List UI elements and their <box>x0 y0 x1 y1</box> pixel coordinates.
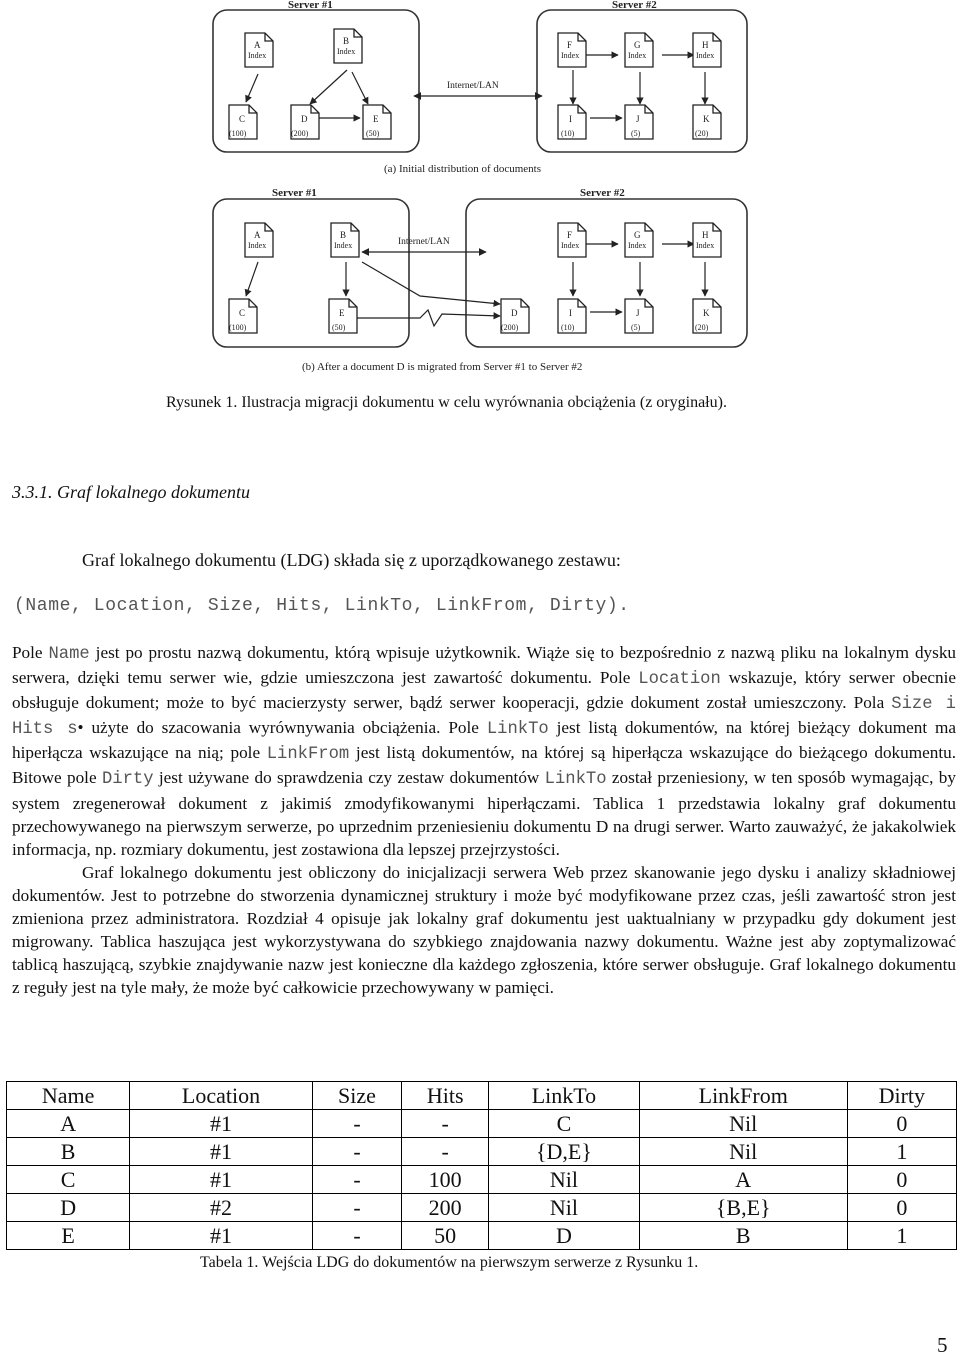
code-field-name: LinkTo <box>544 770 607 790</box>
doc-f-a <box>558 33 586 67</box>
svg-text:K: K <box>703 308 710 318</box>
svg-text:H: H <box>702 40 709 50</box>
svg-text:(10): (10) <box>561 323 575 332</box>
table-header-cell: LinkTo <box>489 1082 640 1110</box>
svg-text:A: A <box>254 40 261 50</box>
server1-label-b: Server #1 <box>272 187 317 199</box>
doc-k-b <box>693 299 721 333</box>
svg-text:D: D <box>511 308 518 318</box>
svg-text:F: F <box>567 230 573 240</box>
code-field-name: Size i Hits s <box>12 695 956 740</box>
svg-text:(5): (5) <box>631 323 641 332</box>
text-run: jest używane do sprawdzenia czy zestaw dokumentów <box>153 768 545 788</box>
text-run: jest listą dokumentów, na której są hiperłącza wskazujące do bieżącego dokumentu. Bitowe pole <box>12 743 956 788</box>
svg-text:Index: Index <box>248 241 267 250</box>
svg-text:C: C <box>239 114 246 124</box>
network-label-b: Internet/LAN <box>398 237 450 247</box>
doc-j-a <box>625 105 653 139</box>
table-cell: B <box>639 1222 847 1250</box>
table-row <box>7 1138 957 1166</box>
svg-text:(20): (20) <box>695 129 709 138</box>
text-run: jest listą dokumentów, na której bieżący dokument ma hiperłącza wskazujące na nią; pole <box>12 718 957 763</box>
table-header-cell: Size <box>312 1082 402 1110</box>
table-row <box>7 1110 957 1138</box>
svg-text:(100): (100) <box>229 129 247 138</box>
table-cell: 0 <box>847 1110 956 1138</box>
body-text <box>12 641 956 999</box>
doc-h-a <box>693 33 721 67</box>
svg-text:I: I <box>569 308 572 318</box>
panel-b <box>213 187 747 373</box>
paragraph-fields <box>12 641 956 861</box>
table-cell: Nil <box>639 1138 847 1166</box>
svg-text:(10): (10) <box>561 129 575 138</box>
panel-b-caption: (b) After a document D is migrated from Server #1 to Server #2 <box>302 361 583 373</box>
doc-g-a <box>625 33 653 67</box>
ldg-table <box>6 1081 957 1250</box>
figure-caption: Rysunek 1. Ilustracja migracji dokumentu w celu wyrównania obciążenia (z oryginału). <box>166 394 727 411</box>
table-cell: - <box>312 1222 402 1250</box>
table-row <box>7 1194 957 1222</box>
svg-text:B: B <box>343 36 350 46</box>
table-cell: D <box>7 1194 130 1222</box>
table-row <box>7 1222 957 1250</box>
doc-e-b <box>329 299 357 333</box>
svg-text:H: H <box>702 230 709 240</box>
table-cell: #1 <box>130 1138 312 1166</box>
doc-i-b <box>558 299 586 333</box>
table-cell: - <box>402 1110 489 1138</box>
server2-label-b: Server #2 <box>580 187 625 199</box>
code-field-name: Dirty <box>101 770 154 790</box>
ldg-intro: Graf lokalnego dokumentu (LDG) składa się z uporządkowanego zestawu: <box>82 550 621 570</box>
svg-text:Index: Index <box>561 51 580 60</box>
server1-label-a: Server #1 <box>288 0 333 11</box>
text-run: Pole <box>12 643 49 662</box>
svg-text:E: E <box>373 114 379 124</box>
doc-c-a <box>229 105 257 139</box>
table-header-cell: Dirty <box>847 1082 956 1110</box>
table-cell: C <box>7 1166 130 1194</box>
svg-text:B: B <box>340 230 347 240</box>
text-run: wskazuje, który serwer obecnie obsługuje dokument; może to być macierzysty serwer, bądź serwer kooperacji, gdzie dokument został umieszczony. Pola <box>12 668 956 713</box>
table-cell: 0 <box>847 1194 956 1222</box>
svg-text:Index: Index <box>561 241 580 250</box>
table-cell: - <box>312 1166 402 1194</box>
panel-a <box>213 0 747 175</box>
table-caption: Tabela 1. Wejścia LDG do dokumentów na pierwszym serwerze z Rysunku 1. <box>200 1254 699 1271</box>
table-cell: 50 <box>402 1222 489 1250</box>
page-number: 5 <box>937 1333 948 1357</box>
table-cell: - <box>312 1110 402 1138</box>
table-header-cell: Hits <box>402 1082 489 1110</box>
migration-figure <box>0 0 960 380</box>
doc-a-b <box>245 223 273 257</box>
doc-f-b <box>558 223 586 257</box>
table-cell: 1 <box>847 1222 956 1250</box>
server2-label-a: Server #2 <box>612 0 657 11</box>
svg-text:F: F <box>567 40 573 50</box>
ldg-tuple: (Name, Location, Size, Hits, LinkTo, LinkFrom, Dirty). <box>14 596 630 616</box>
table-header-cell: LinkFrom <box>639 1082 847 1110</box>
doc-b-a <box>334 29 362 63</box>
paragraph-computation: Graf lokalnego dokumentu jest obliczony do inicjalizacji serwera Web przez skanowanie jego dysku i analizy składniowej dokumentów. Jest to potrzebne do stworzenia dynamicznej struktury i może być modyfikowane przez czas, jeśli zawartość stron jest zmieniona przez administratora. Rozdział 4 opisuje jak lokalny graf dokumentu jest uaktualniany w przypadku gdy dokument jest migrowany. Tablica haszująca jest wykorzystywana do szybkiego znajdowania nazwy dokumentu. Ważne jest aby zoptymalizować tablicą haszującą, szybkie znajdywanie nazw jest konieczne dla każdego zgłoszenia, które serwer obsługuje. Graf lokalnego dokumentu z reguły jest na tyle mały, że może być całkowicie przechowywany w pamięci. <box>12 862 956 998</box>
svg-text:Index: Index <box>628 241 647 250</box>
table-cell: #2 <box>130 1194 312 1222</box>
table-cell: Nil <box>489 1166 640 1194</box>
code-field-name: LinkFrom <box>266 745 350 765</box>
svg-text:G: G <box>634 230 641 240</box>
network-label-a: Internet/LAN <box>447 81 499 91</box>
doc-i-a <box>558 105 586 139</box>
code-field-name: LinkTo <box>486 720 549 740</box>
svg-text:G: G <box>634 40 641 50</box>
code-field-name: Location <box>638 670 721 690</box>
table-header-cell: Name <box>7 1082 130 1110</box>
svg-text:C: C <box>239 308 246 318</box>
section-heading: 3.3.1. Graf lokalnego dokumentu <box>12 482 250 502</box>
table-cell: 100 <box>402 1166 489 1194</box>
doc-g-b <box>625 223 653 257</box>
svg-text:J: J <box>636 308 640 318</box>
code-field-name: Name <box>48 645 90 664</box>
svg-text:E: E <box>339 308 345 318</box>
svg-text:J: J <box>636 114 640 124</box>
table-cell: A <box>639 1166 847 1194</box>
table-cell: A <box>7 1110 130 1138</box>
doc-e-a <box>363 105 391 139</box>
table-cell: #1 <box>130 1110 312 1138</box>
table-cell: E <box>7 1222 130 1250</box>
text-run: został przeniesiony, w ten sposób wymagając, by system zregenerował dokument z jakimiś zmodyfikowanymi hiperłączami. Tablica 1 przedstawia lokalny graf dokumentu przechowywanego na pierwszym serwerze, po uprzednim przeniesieniu dokumentu D na drugi serwer. Warto zauważyć, że jakakolwiek informacja, np. rozmiary dokumentu, jest zostawiona dla lepszej przejrzystości. <box>12 768 956 859</box>
svg-text:Index: Index <box>628 51 647 60</box>
table-cell: 200 <box>402 1194 489 1222</box>
svg-text:I: I <box>569 114 572 124</box>
table-cell: D <box>489 1222 640 1250</box>
svg-text:(100): (100) <box>229 323 247 332</box>
table-cell: #1 <box>130 1222 312 1250</box>
doc-d-b <box>501 299 529 333</box>
svg-text:Index: Index <box>696 51 715 60</box>
svg-text:Index: Index <box>696 241 715 250</box>
panel-a-caption: (a) Initial distribution of documents <box>384 163 542 175</box>
table-cell: 1 <box>847 1138 956 1166</box>
svg-text:K: K <box>703 114 710 124</box>
table-cell: #1 <box>130 1166 312 1194</box>
table-body <box>7 1110 957 1250</box>
svg-text:(200): (200) <box>291 129 309 138</box>
table-cell: - <box>312 1138 402 1166</box>
doc-b-b <box>331 223 359 257</box>
table-header-cell: Location <box>130 1082 312 1110</box>
svg-text:(50): (50) <box>366 129 380 138</box>
text-run: jest po prostu nazwą dokumentu, którą wpisuje użytkownik. Wiąże się to bezpośrednio z nazwą pliku na lokalnym dysku serwera, dzięki temu serwer wie, gdzie umieszczona jest zawartość dokumentu. Pole <box>12 643 957 688</box>
doc-a-a <box>245 33 273 67</box>
doc-j-b <box>625 299 653 333</box>
table-cell: Nil <box>639 1110 847 1138</box>
doc-d-a <box>291 105 319 139</box>
doc-h-b <box>693 223 721 257</box>
table-cell: 0 <box>847 1166 956 1194</box>
table-row <box>7 1166 957 1194</box>
svg-text:(5): (5) <box>631 129 641 138</box>
svg-text:D: D <box>301 114 308 124</box>
table-cell: B <box>7 1138 130 1166</box>
doc-k-a <box>693 105 721 139</box>
svg-text:A: A <box>254 230 261 240</box>
table-cell: - <box>312 1194 402 1222</box>
svg-text:Index: Index <box>248 51 267 60</box>
svg-text:(50): (50) <box>332 323 346 332</box>
table-header-row <box>7 1082 957 1110</box>
text-run: • użyte do szacowania wyrównywania obciążenia. Pole <box>77 718 487 738</box>
table-cell: Nil <box>489 1194 640 1222</box>
table-cell: {B,E} <box>639 1194 847 1222</box>
table-cell: {D,E} <box>489 1138 640 1166</box>
svg-text:Index: Index <box>337 47 356 56</box>
svg-text:Index: Index <box>334 241 353 250</box>
table-cell: C <box>489 1110 640 1138</box>
svg-text:(20): (20) <box>695 323 709 332</box>
doc-c-b <box>229 299 257 333</box>
table-cell: - <box>402 1138 489 1166</box>
svg-text:(200): (200) <box>501 323 519 332</box>
